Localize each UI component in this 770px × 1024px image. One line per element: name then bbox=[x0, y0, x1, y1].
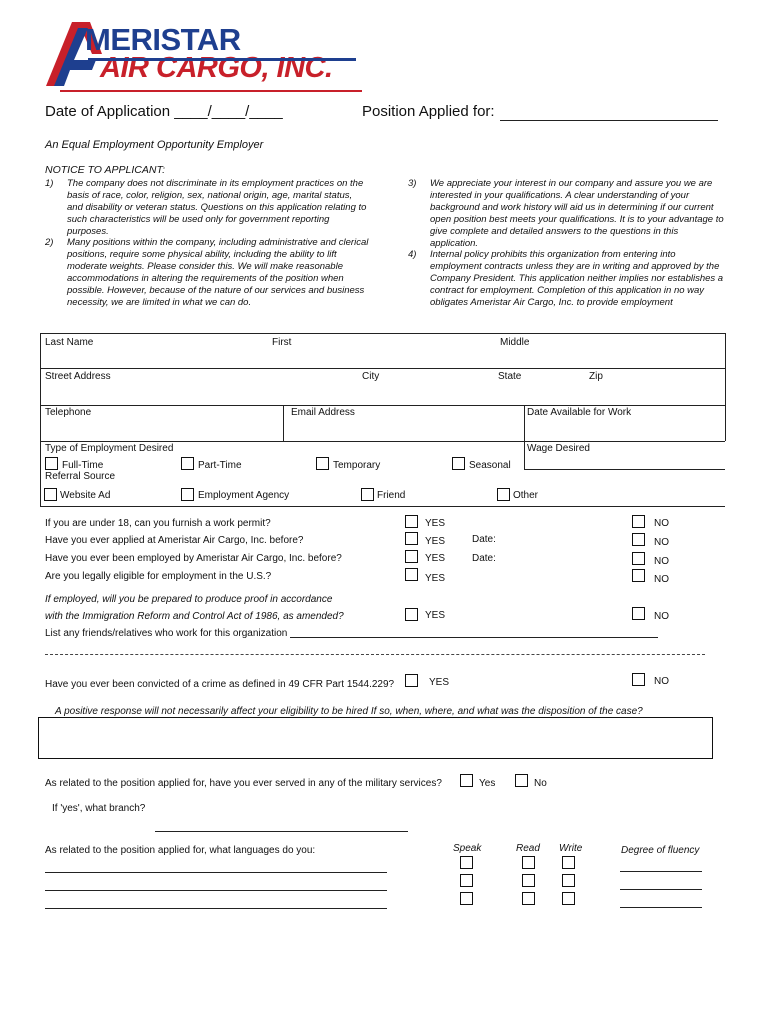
zip-label: Zip bbox=[589, 371, 603, 382]
question-eligible: Are you legally eligible for employment in the U.S.? bbox=[45, 571, 272, 582]
website-ad-label: Website Ad bbox=[60, 490, 111, 501]
conviction-details-textarea[interactable] bbox=[38, 717, 713, 759]
logo-line2: AIR CARGO, INC. bbox=[100, 52, 333, 84]
military-branch-field[interactable] bbox=[155, 831, 408, 832]
first-name-label: First bbox=[272, 337, 292, 348]
question-work-permit: If you are under 18, can you furnish a work permit? bbox=[45, 518, 271, 529]
write-checkbox-2[interactable] bbox=[562, 874, 575, 887]
website-ad-checkbox[interactable] bbox=[44, 488, 57, 501]
seasonal-label: Seasonal bbox=[469, 460, 511, 471]
yes-label: YES bbox=[429, 677, 450, 688]
notice-item-3 bbox=[408, 178, 726, 250]
fluency-field-1[interactable] bbox=[620, 871, 702, 872]
employed-before-no-checkbox[interactable] bbox=[632, 552, 645, 565]
other-label: Other bbox=[513, 490, 539, 501]
no-label: NO bbox=[654, 537, 669, 548]
no-label: NO bbox=[654, 556, 669, 567]
question-proof-line1: If employed, will you be prepared to produce proof in accordance bbox=[45, 594, 333, 605]
date-label: Date: bbox=[472, 553, 496, 564]
read-checkbox-1[interactable] bbox=[522, 856, 535, 869]
part-time-checkbox[interactable] bbox=[181, 457, 194, 470]
other-checkbox[interactable] bbox=[497, 488, 510, 501]
question-applied-before: Have you ever applied at Ameristar Air Cargo, Inc. before? bbox=[45, 535, 304, 546]
street-address-label: Street Address bbox=[45, 371, 111, 382]
question-friends-relatives: List any friends/relatives who work for this organization bbox=[45, 628, 288, 639]
employment-agency-label: Employment Agency bbox=[198, 490, 290, 501]
temporary-checkbox[interactable] bbox=[316, 457, 329, 470]
speak-checkbox-2[interactable] bbox=[460, 874, 473, 887]
question-languages: As related to the position applied for, what languages do you: bbox=[45, 845, 316, 856]
work-permit-no-checkbox[interactable] bbox=[632, 515, 645, 528]
telephone-label: Telephone bbox=[45, 407, 92, 418]
yes-label: YES bbox=[425, 573, 446, 584]
language-field-2[interactable] bbox=[45, 890, 387, 891]
yes-label: YES bbox=[425, 610, 446, 621]
notice-item-4 bbox=[408, 249, 726, 309]
notice-text: Internal policy prohibits this organization from entering into employment contracts unless they are in writing and approved by the Company President. This application neither implies nor establishes a contract for employment. Completion of this application in no way obligates Ameristar Air Cargo, Inc. to provide employment bbox=[430, 249, 724, 308]
question-military: As related to the position applied for, have you ever served in any of the military services? bbox=[45, 778, 442, 789]
military-no-label: No bbox=[534, 778, 547, 789]
write-checkbox-3[interactable] bbox=[562, 892, 575, 905]
military-yes-label: Yes bbox=[479, 778, 496, 789]
notice-item-1 bbox=[45, 178, 370, 238]
no-label: NO bbox=[654, 676, 669, 687]
language-field-3[interactable] bbox=[45, 908, 387, 909]
no-label: NO bbox=[654, 574, 669, 585]
friends-relatives-field-2[interactable] bbox=[45, 654, 705, 655]
seasonal-checkbox[interactable] bbox=[452, 457, 465, 470]
eligible-yes-checkbox[interactable] bbox=[405, 568, 418, 581]
notice-text: The company does not discriminate in its employment practices on the basis of race, color, religion, sex, national origin, age, marital status, and disability or veteran status. Questions on this application relating to such characteristics will be used only for government reporting purposes. bbox=[67, 178, 367, 237]
position-applied-field[interactable] bbox=[500, 120, 718, 121]
date-available-label: Date Available for Work bbox=[527, 407, 632, 418]
friend-checkbox[interactable] bbox=[361, 488, 374, 501]
referral-source-label: Referral Source bbox=[45, 471, 116, 482]
notice-title: NOTICE TO APPLICANT: bbox=[45, 164, 165, 176]
read-checkbox-2[interactable] bbox=[522, 874, 535, 887]
military-yes-checkbox[interactable] bbox=[460, 774, 473, 787]
speak-checkbox-1[interactable] bbox=[460, 856, 473, 869]
question-convicted: Have you ever been convicted of a crime as defined in 49 CFR Part 1544.229? bbox=[45, 679, 395, 690]
friend-label: Friend bbox=[377, 490, 406, 501]
speak-header: Speak bbox=[453, 843, 482, 854]
question-proof-line2: with the Immigration Reform and Control Act of 1986, as amended? bbox=[45, 611, 344, 622]
language-field-1[interactable] bbox=[45, 872, 387, 873]
middle-name-label: Middle bbox=[500, 337, 530, 348]
work-permit-yes-checkbox[interactable] bbox=[405, 515, 418, 528]
speak-checkbox-3[interactable] bbox=[460, 892, 473, 905]
question-employed-before: Have you ever been employed by Ameristar Air Cargo, Inc. before? bbox=[45, 553, 342, 564]
logo-line1: MERISTAR bbox=[85, 22, 241, 57]
write-checkbox-1[interactable] bbox=[562, 856, 575, 869]
full-time-checkbox[interactable] bbox=[45, 457, 58, 470]
temporary-label: Temporary bbox=[333, 460, 381, 471]
notice-item-2 bbox=[45, 237, 370, 309]
notice-num: 1) bbox=[45, 178, 54, 189]
employment-agency-checkbox[interactable] bbox=[181, 488, 194, 501]
proof-yes-checkbox[interactable] bbox=[405, 608, 418, 621]
convicted-yes-checkbox[interactable] bbox=[405, 674, 418, 687]
proof-no-checkbox[interactable] bbox=[632, 607, 645, 620]
read-header: Read bbox=[516, 843, 540, 854]
applied-before-yes-checkbox[interactable] bbox=[405, 532, 418, 545]
date-label: Date: bbox=[472, 534, 496, 545]
military-branch-label: If 'yes', what branch? bbox=[52, 803, 146, 814]
email-label: Email Address bbox=[291, 407, 355, 418]
notice-text: Many positions within the company, including administrative and clerical positions, require some physical ability, including the ability to lift moderate weights. Please consider this. We will make reasonable accommodations in altering the requirements of the position when possible. However, because of the nature of our services and business necessity, we are limited in what we can do. bbox=[67, 237, 369, 308]
wage-desired-label: Wage Desired bbox=[527, 443, 590, 454]
convicted-no-checkbox[interactable] bbox=[632, 673, 645, 686]
fluency-field-2[interactable] bbox=[620, 889, 702, 890]
notice-num: 4) bbox=[408, 249, 417, 260]
friends-relatives-field[interactable] bbox=[290, 637, 658, 638]
positive-response-note: A positive response will not necessarily affect your eligibility to be hired If so, when, where, and what was the disposition of the case? bbox=[55, 706, 643, 717]
state-label: State bbox=[498, 371, 522, 382]
eeo-statement: An Equal Employment Opportunity Employer bbox=[45, 139, 264, 151]
logo-rule bbox=[88, 58, 356, 61]
yes-label: YES bbox=[425, 536, 446, 547]
full-time-label: Full-Time bbox=[62, 460, 104, 471]
last-name-label: Last Name bbox=[45, 337, 94, 348]
no-label: NO bbox=[654, 518, 669, 529]
city-label: City bbox=[362, 371, 380, 382]
write-header: Write bbox=[559, 843, 583, 854]
part-time-label: Part-Time bbox=[198, 460, 242, 471]
eligible-no-checkbox[interactable] bbox=[632, 569, 645, 582]
position-applied-label: Position Applied for: bbox=[362, 103, 495, 120]
military-no-checkbox[interactable] bbox=[515, 774, 528, 787]
employed-before-yes-checkbox[interactable] bbox=[405, 550, 418, 563]
read-checkbox-3[interactable] bbox=[522, 892, 535, 905]
notice-num: 3) bbox=[408, 178, 417, 189]
yes-label: YES bbox=[425, 553, 446, 564]
no-label: NO bbox=[654, 611, 669, 622]
notice-num: 2) bbox=[45, 237, 54, 248]
yes-label: YES bbox=[425, 518, 446, 529]
fluency-field-3[interactable] bbox=[620, 907, 702, 908]
date-of-application[interactable]: Date of Application ____/____/____ bbox=[45, 103, 283, 120]
fluency-header: Degree of fluency bbox=[621, 845, 700, 856]
notice-text: We appreciate your interest in our company and assure you we are interested in your qualifications. A clear understanding of your background and work history will aid us in determining if our current open position best meets your qualifications. It is to your advantage to give complete and detailed answers to the questions in this application. bbox=[430, 178, 724, 249]
type-employment-label: Type of Employment Desired bbox=[45, 443, 174, 454]
applied-before-no-checkbox[interactable] bbox=[632, 533, 645, 546]
logo-underline bbox=[60, 90, 362, 92]
